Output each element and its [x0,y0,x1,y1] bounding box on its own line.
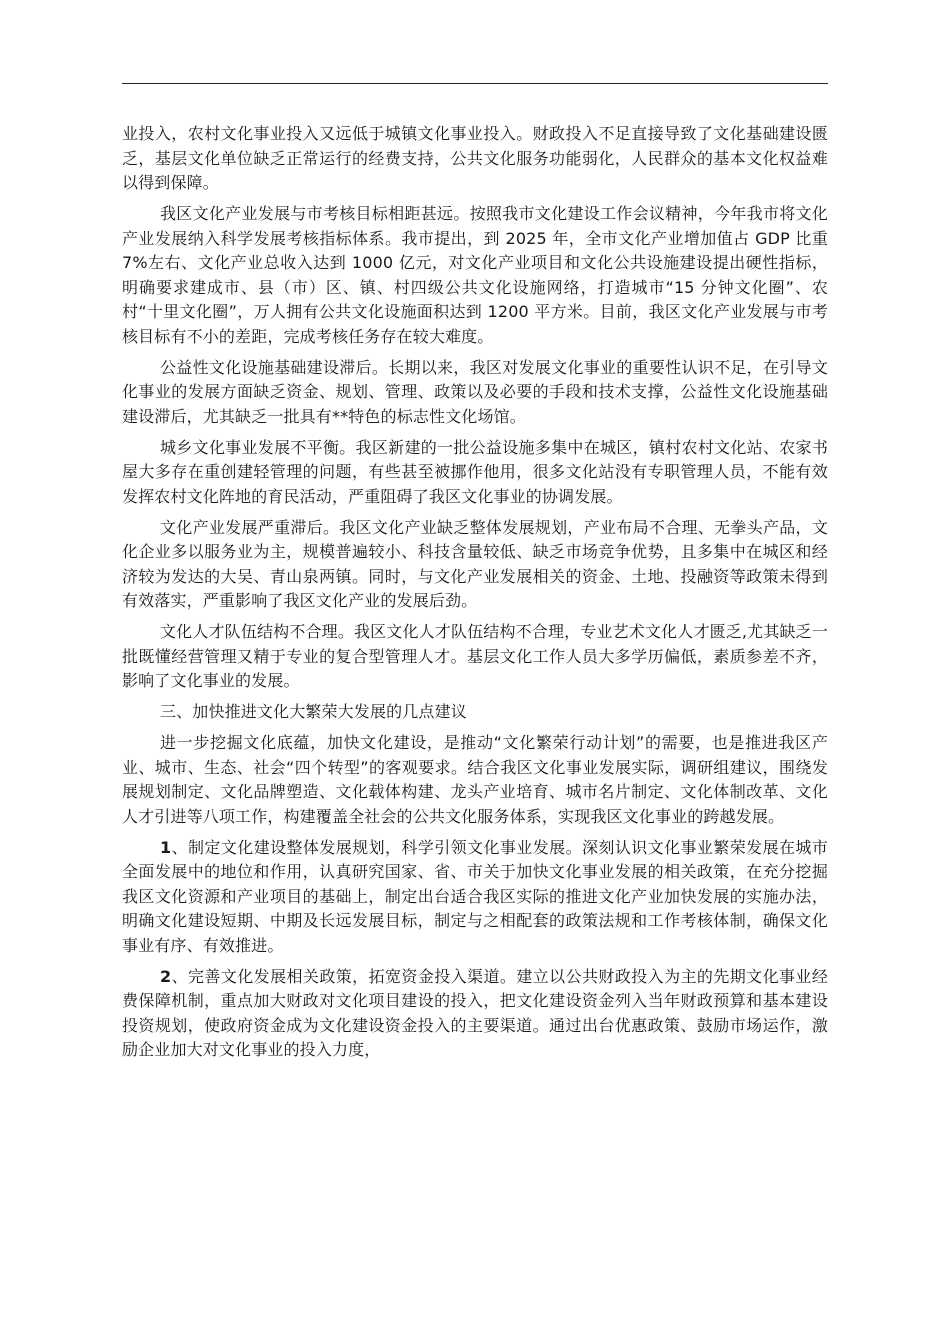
item-number: 1 [160,837,172,857]
paragraph [122,620,828,694]
section-heading [122,700,828,725]
header-rule [122,83,828,84]
paragraph [122,356,828,430]
paragraph-text: 、完善文化发展相关政策，拓宽资金投入渠道。建立以公共财政投入为主的先期文化事业经费保障机制，重点加大财政对文化项目建设的投入，把文化建设资金列入当年财政预算和基本建设投资规划，使政府资金成为文化建设资金投入的主要渠道。通过出台优惠政策、鼓励市场运作，激励企业加大对文化事业的投入力度， [122,966,828,1059]
paragraph [122,436,828,510]
paragraph-text: 、制定文化建设整体发展规划，科学引领文化事业发展。深刻认识文化事业繁荣发展在城市全面发展中的地位和作用，认真研究国家、省、市关于加快文化事业发展的相关政策，在充分挖掘我区文化资源和产业项目的基础上，制定出台适合我区实际的推进文化产业加快发展的实施办法，明确文化建设短期、中期及长远发展目标，制定与之相配套的政策法规和工作考核体制，确保文化事业有序、有效推进。 [122,837,828,955]
paragraph-text: 业投入，农村文化事业投入又远低于城镇文化事业投入。财政投入不足直接导致了文化基础建设匮乏，基层文化单位缺乏正常运行的经费支持，公共文化服务功能弱化，人民群众的基本文化权益难以得到保障。 [122,124,828,192]
paragraph-text: 进一步挖掘文化底蕴，加快文化建设，是推动“文化繁荣行动计划”的需要，也是推进我区产业、城市、生态、社会“四个转型”的客观要求。结合我区文化事业发展实际，调研组建议，围绕发展规划制定、文化品牌塑造、文化载体构建、龙头产业培育、城市名片制定、文化体制改革、文化人才引进等八项工作，构建覆盖全社会的公共文化服务体系，实现我区文化事业的跨越发展。 [122,733,828,826]
paragraph-continued [122,122,828,196]
paragraph-text: 文化人才队伍结构不合理。我区文化人才队伍结构不合理，专业艺术文化人才匮乏,尤其缺乏一批既懂经营管理又精于专业的复合型管理人才。基层文化工作人员大多学历偏低，素质参差不齐，影响了文化事业的发展。 [122,622,828,690]
paragraph [122,202,828,349]
paragraph-text: 城乡文化事业发展不平衡。我区新建的一批公益设施多集中在城区，镇村农村文化站、农家书屋大多存在重创建轻管理的问题，有些甚至被挪作他用，很多文化站没有专职管理人员，不能有效发挥农村文化阵地的育民活动，严重阻碍了我区文化事业的协调发展。 [122,437,828,506]
item-number: 2 [160,966,172,986]
paragraph-text: 公益性文化设施基础建设滞后。长期以来，我区对发展文化事业的重要性认识不足，在引导文化事业的发展方面缺乏资金、规划、管理、政策以及必要的手段和技术支撑，公益性文化设施基础建设滞后，尤其缺乏一批具有**特色的标志性文化场馆。 [122,357,828,426]
paragraph [122,731,828,829]
paragraph-text: 我区文化产业发展与市考核目标相距甚远。按照我市文化建设工作会议精神，今年我市将文化产业发展纳入科学发展考核指标体系。我市提出，到 2025 年，全市文化产业增加值占 GDP 比重 7%左右、文化产业总收入达到 1000 亿元，对文化产业项目和文化公共设施建设提出硬性指标，明确要求建成市、县（市）区、镇、村四级公共文化设施网络，打造城市“15 分钟文化圈”、农村“十里文化圈”，万人拥有公共文化设施面积达到 1200 平方米。目前，我区文化产业发展与市考核目标有不小的差距，完成考核任务存在较大难度。 [122,204,828,346]
paragraph [122,516,828,614]
numbered-paragraph [122,965,828,1063]
paragraph-text: 文化产业发展严重滞后。我区文化产业缺乏整体发展规划，产业布局不合理、无拳头产品，文化企业多以服务业为主，规模普遍较小、科技含量较低、缺乏市场竞争优势，且多集中在城区和经济较为发达的大吴、青山泉两镇。同时，与文化产业发展相关的资金、土地、投融资等政策未得到有效落实，严重影响了我区文化产业的发展后劲。 [122,517,828,610]
document-body [122,122,828,1069]
numbered-paragraph [122,836,828,959]
section-heading-text: 三、加快推进文化大繁荣大发展的几点建议 [160,702,467,721]
